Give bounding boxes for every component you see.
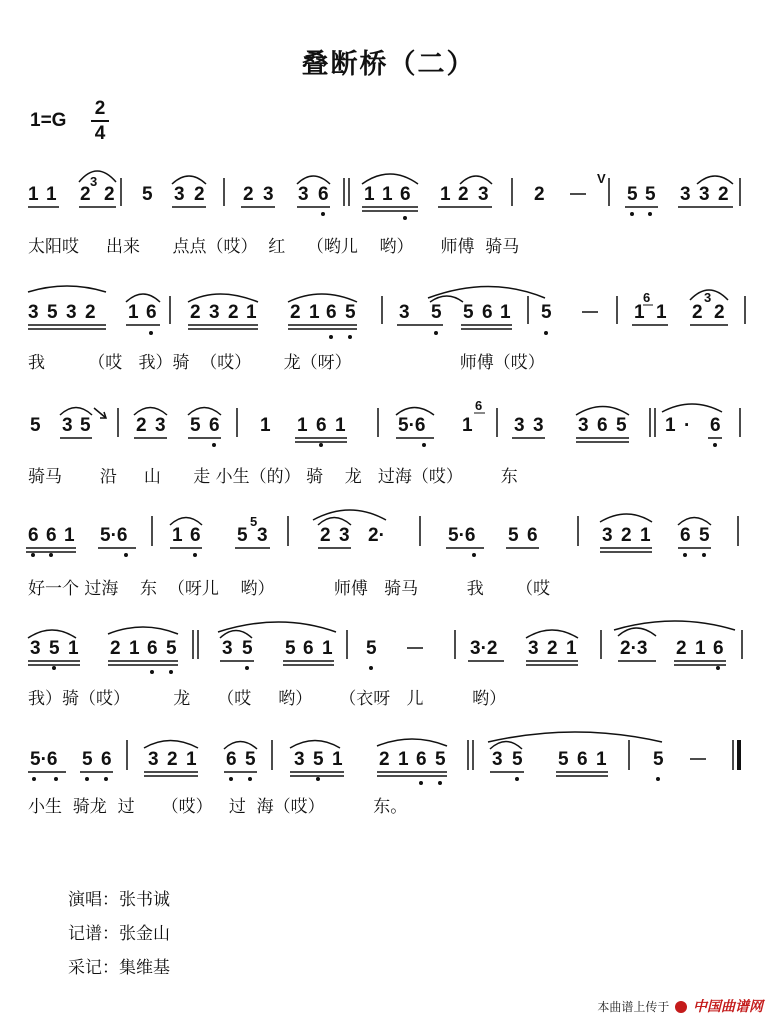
svg-text:5: 5: [508, 525, 519, 546]
staff-line-1: [28, 171, 740, 220]
svg-text:3: 3: [602, 525, 613, 546]
svg-text:1: 1: [695, 638, 706, 659]
svg-text:2·: 2·: [368, 525, 385, 546]
svg-text:6: 6: [101, 749, 112, 770]
svg-text:6: 6: [316, 415, 327, 436]
svg-text:2: 2: [104, 184, 115, 205]
svg-text:2: 2: [621, 525, 632, 546]
lyrics-line-2: 我 （哎 我）骑 （哎） 龙（呀） 师傅（哎）: [28, 353, 545, 373]
staff-line-4: [26, 510, 738, 557]
credit-value: 张书诚: [119, 890, 170, 910]
svg-text:3: 3: [66, 302, 77, 323]
svg-text:6: 6: [400, 184, 411, 205]
svg-text:5·6: 5·6: [448, 525, 476, 546]
svg-text:5: 5: [435, 749, 446, 770]
svg-text:3: 3: [680, 184, 691, 205]
svg-text:2: 2: [692, 302, 703, 323]
svg-text:5: 5: [431, 302, 442, 323]
credit-value: 集维基: [119, 958, 170, 978]
svg-text:6: 6: [209, 415, 220, 436]
svg-text:3: 3: [222, 638, 233, 659]
svg-text:2: 2: [80, 184, 91, 205]
time-signature-top: 2: [94, 98, 106, 119]
svg-text:5: 5: [250, 514, 258, 529]
svg-text:1: 1: [440, 184, 451, 205]
svg-text:3: 3: [298, 184, 309, 205]
svg-text:5: 5: [245, 749, 256, 770]
svg-text:5·6: 5·6: [398, 415, 426, 436]
lyrics-line-5: 我）骑（哎） 龙 （哎 哟） （衣呀 儿 哟）: [28, 689, 507, 709]
svg-text:6: 6: [190, 525, 201, 546]
svg-text:2: 2: [714, 302, 725, 323]
svg-text:1: 1: [382, 184, 393, 205]
svg-text:6: 6: [527, 525, 538, 546]
svg-text:2: 2: [547, 638, 558, 659]
svg-text:2: 2: [379, 749, 390, 770]
credit-collector: [68, 951, 170, 985]
time-signature-bottom: 4: [94, 123, 106, 144]
svg-text:1: 1: [398, 749, 409, 770]
svg-text:6: 6: [577, 749, 588, 770]
svg-text:2: 2: [110, 638, 121, 659]
svg-text:2: 2: [458, 184, 469, 205]
svg-text:2: 2: [190, 302, 201, 323]
svg-text:5: 5: [82, 749, 93, 770]
svg-text:5·6: 5·6: [100, 525, 128, 546]
svg-text:6: 6: [713, 638, 724, 659]
svg-text:6: 6: [710, 415, 721, 436]
svg-text:2: 2: [290, 302, 301, 323]
svg-text:V: V: [597, 171, 606, 186]
svg-text:6: 6: [46, 525, 57, 546]
svg-text:6: 6: [28, 525, 39, 546]
key-signature: 1=G: [30, 110, 67, 131]
svg-text:5: 5: [49, 638, 60, 659]
svg-text:1: 1: [566, 638, 577, 659]
svg-text:6: 6: [680, 525, 691, 546]
svg-text:2: 2: [534, 184, 545, 205]
svg-text:2: 2: [85, 302, 96, 323]
svg-text:6: 6: [326, 302, 337, 323]
svg-text:5: 5: [142, 184, 153, 205]
svg-text:1: 1: [656, 302, 667, 323]
svg-text:3: 3: [528, 638, 539, 659]
svg-text:1: 1: [64, 525, 75, 546]
svg-text:1: 1: [462, 415, 473, 436]
svg-text:3·2: 3·2: [470, 638, 498, 659]
svg-text:3: 3: [30, 638, 41, 659]
svg-text:1: 1: [186, 749, 197, 770]
svg-text:3: 3: [257, 525, 268, 546]
svg-text:3: 3: [155, 415, 166, 436]
svg-text:3: 3: [339, 525, 350, 546]
svg-text:3: 3: [62, 415, 73, 436]
credit-label: 记谱：: [68, 924, 119, 944]
svg-text:2: 2: [676, 638, 687, 659]
staff-line-6: [28, 732, 741, 785]
staff-line-3: [30, 398, 740, 447]
svg-text:6: 6: [226, 749, 237, 770]
svg-text:2: 2: [718, 184, 729, 205]
svg-text:2: 2: [194, 184, 205, 205]
svg-text:3: 3: [148, 749, 159, 770]
svg-text:5: 5: [512, 749, 523, 770]
credit-singer: [68, 883, 170, 917]
svg-text:5: 5: [345, 302, 356, 323]
credit-label: 演唱：: [68, 890, 119, 910]
svg-text:2: 2: [167, 749, 178, 770]
svg-text:1: 1: [335, 415, 346, 436]
source-text: 本曲谱上传于: [597, 1000, 670, 1014]
svg-text:1: 1: [68, 638, 79, 659]
svg-text:2: 2: [136, 415, 147, 436]
svg-text:3: 3: [28, 302, 39, 323]
svg-text:1: 1: [322, 638, 333, 659]
svg-text:3: 3: [514, 415, 525, 436]
svg-text:5: 5: [47, 302, 58, 323]
source-site-name: 中国曲谱网: [693, 999, 763, 1015]
svg-text:3: 3: [492, 749, 503, 770]
svg-text:6: 6: [147, 638, 158, 659]
svg-text:2: 2: [320, 525, 331, 546]
svg-text:2: 2: [243, 184, 254, 205]
svg-text:1: 1: [28, 184, 39, 205]
staff-line-2: [28, 286, 745, 339]
svg-text:1: 1: [364, 184, 375, 205]
lyrics-line-3: 骑马 沿 山 走 小生（的） 骑 龙 过海（哎） 东: [28, 467, 518, 487]
svg-text:5: 5: [541, 302, 552, 323]
svg-text:2·3: 2·3: [620, 638, 648, 659]
site-logo-icon: [675, 1001, 687, 1013]
svg-text:1: 1: [260, 415, 271, 436]
svg-text:6: 6: [475, 398, 483, 413]
svg-text:3: 3: [294, 749, 305, 770]
svg-text:6: 6: [318, 184, 329, 205]
svg-text:3: 3: [533, 415, 544, 436]
svg-text:3: 3: [578, 415, 589, 436]
svg-text:1: 1: [172, 525, 183, 546]
svg-text:5: 5: [653, 749, 664, 770]
svg-text:1: 1: [665, 415, 676, 436]
svg-text:5: 5: [313, 749, 324, 770]
credit-value: 张金山: [119, 924, 170, 944]
svg-text:3: 3: [90, 174, 98, 189]
svg-text:6: 6: [303, 638, 314, 659]
svg-text:3: 3: [478, 184, 489, 205]
score-title: 叠断桥（二）: [301, 49, 476, 80]
svg-text:6: 6: [482, 302, 493, 323]
svg-text:3: 3: [174, 184, 185, 205]
svg-text:1: 1: [634, 302, 645, 323]
svg-text:6: 6: [416, 749, 427, 770]
svg-text:6: 6: [597, 415, 608, 436]
lyrics-line-4: 好一个 过海 东 （呀儿 哟） 师傅 骑马 我 （哎: [28, 579, 551, 599]
svg-text:1: 1: [332, 749, 343, 770]
svg-text:5: 5: [645, 184, 656, 205]
svg-text:5·6: 5·6: [30, 749, 58, 770]
svg-text:5: 5: [237, 525, 248, 546]
svg-text:3: 3: [704, 290, 712, 305]
svg-text:3: 3: [209, 302, 220, 323]
svg-text:5: 5: [166, 638, 177, 659]
staff-line-5: [28, 621, 742, 674]
svg-text:5: 5: [285, 638, 296, 659]
svg-text:1: 1: [500, 302, 511, 323]
svg-text:3: 3: [399, 302, 410, 323]
svg-text:1: 1: [128, 302, 139, 323]
svg-text:5: 5: [242, 638, 253, 659]
svg-text:3: 3: [263, 184, 274, 205]
svg-text:1: 1: [46, 184, 57, 205]
svg-text:1: 1: [297, 415, 308, 436]
svg-text:1: 1: [309, 302, 320, 323]
svg-text:5: 5: [30, 415, 41, 436]
svg-text:1: 1: [640, 525, 651, 546]
svg-text:1: 1: [596, 749, 607, 770]
svg-text:5: 5: [463, 302, 474, 323]
svg-text:5: 5: [558, 749, 569, 770]
source-watermark: [597, 996, 763, 1016]
credit-transcriber: [68, 917, 170, 951]
svg-text:5: 5: [627, 184, 638, 205]
svg-text:6: 6: [643, 290, 651, 305]
svg-text:5: 5: [80, 415, 91, 436]
lyrics-line-1: 太阳哎 出来 点点（哎） 红 （哟儿 哟） 师傅 骑马: [28, 237, 520, 257]
credit-label: 采记：: [68, 958, 119, 978]
svg-text:5: 5: [699, 525, 710, 546]
svg-text:5: 5: [366, 638, 377, 659]
svg-text:1: 1: [129, 638, 140, 659]
svg-text:5: 5: [616, 415, 627, 436]
svg-text:2: 2: [228, 302, 239, 323]
svg-text:3: 3: [699, 184, 710, 205]
credits-block: [68, 883, 170, 985]
svg-text:·: ·: [684, 415, 691, 436]
svg-text:5: 5: [190, 415, 201, 436]
lyrics-line-6: 小生 骑龙 过 （哎） 过 海（哎） 东。: [28, 797, 408, 817]
svg-text:6: 6: [146, 302, 157, 323]
svg-text:1: 1: [246, 302, 257, 323]
